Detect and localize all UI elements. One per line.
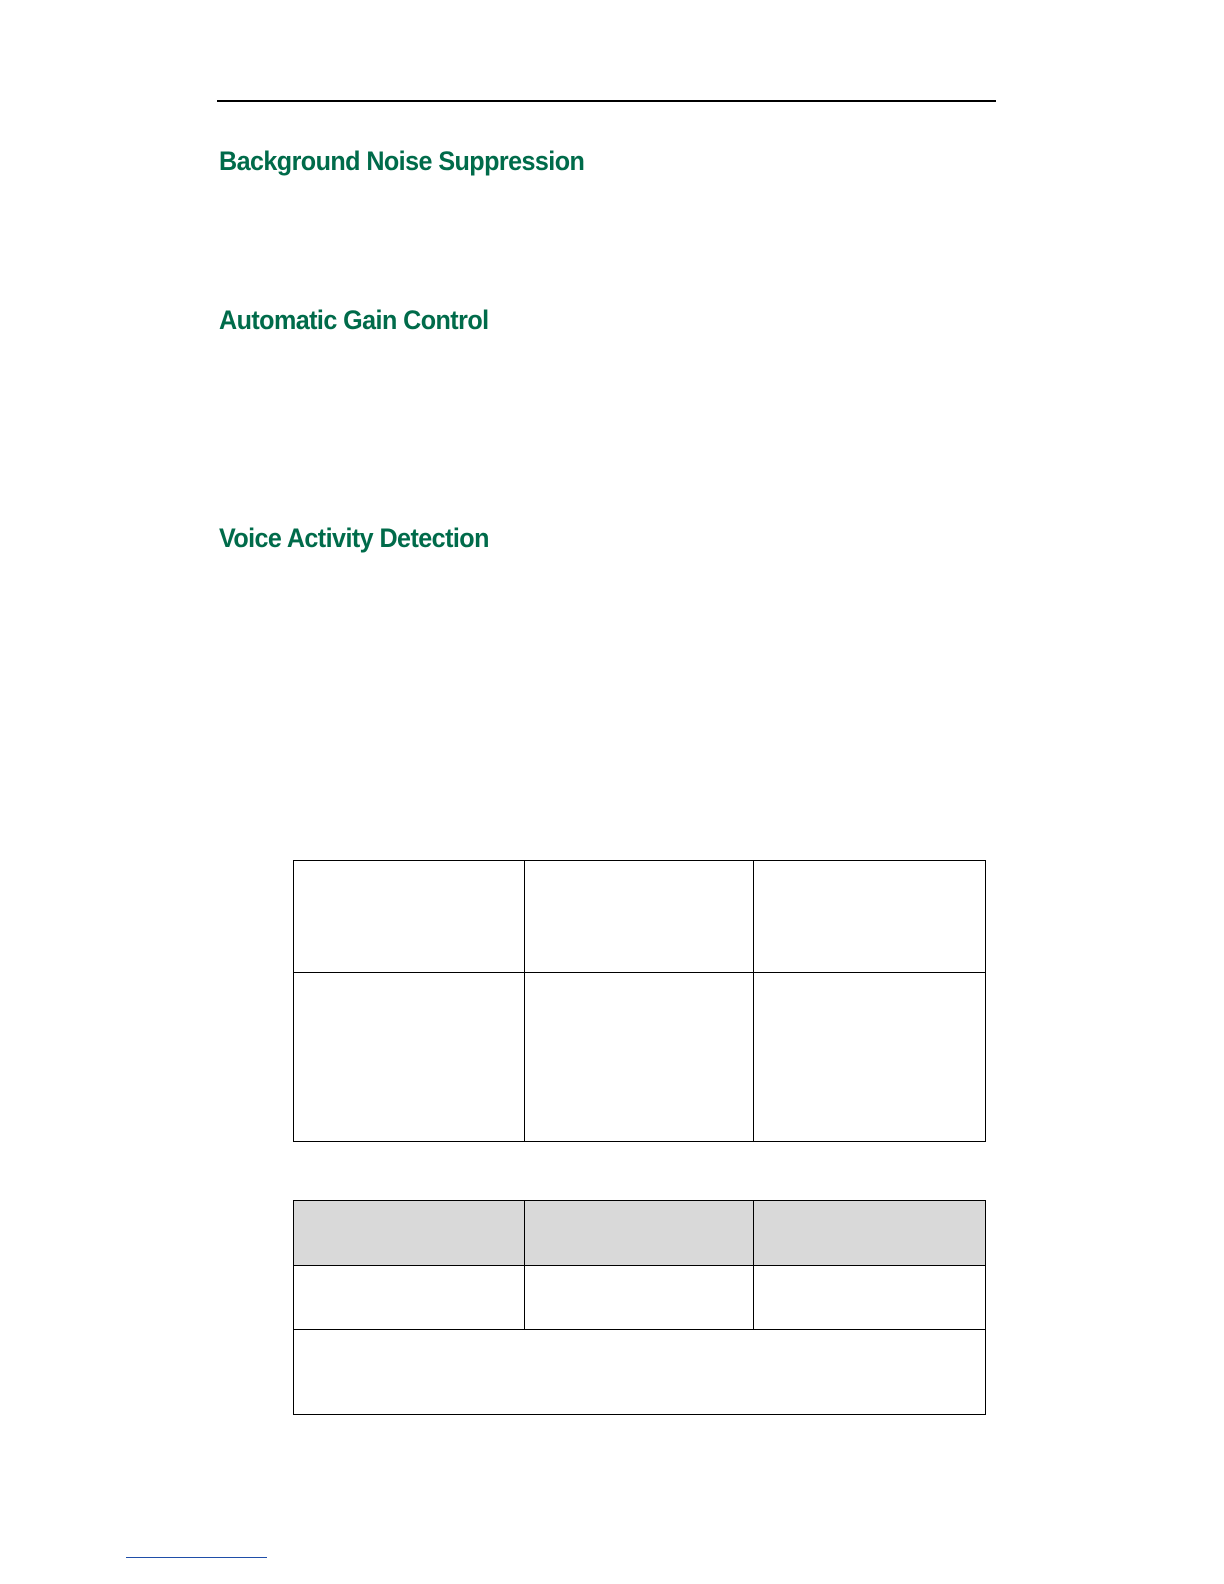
footer-link-underline[interactable] — [126, 1557, 267, 1558]
heading-automatic-gain-control: Automatic Gain Control — [219, 305, 489, 335]
table-cell — [294, 973, 525, 1142]
table-header-cell — [294, 1201, 525, 1266]
table-header-cell — [525, 1201, 754, 1266]
heading-voice-activity-detection: Voice Activity Detection — [219, 523, 489, 553]
table-cell — [525, 861, 754, 973]
table-row — [294, 861, 986, 973]
table-header-row — [294, 1201, 986, 1266]
table-row — [294, 1330, 986, 1415]
table-header-cell — [754, 1201, 986, 1266]
table-row — [294, 973, 986, 1142]
table-cell — [525, 973, 754, 1142]
table-row — [294, 1266, 986, 1330]
table-cell — [294, 1266, 525, 1330]
header-rule — [217, 100, 996, 102]
heading-background-noise-suppression: Background Noise Suppression — [219, 146, 585, 176]
table-cell — [754, 973, 986, 1142]
table-cell — [294, 861, 525, 973]
table-cell — [525, 1266, 754, 1330]
table-cell — [754, 861, 986, 973]
table-a — [293, 860, 986, 1142]
table-cell — [754, 1266, 986, 1330]
table-b — [293, 1200, 986, 1415]
table-merged-cell — [294, 1330, 986, 1415]
